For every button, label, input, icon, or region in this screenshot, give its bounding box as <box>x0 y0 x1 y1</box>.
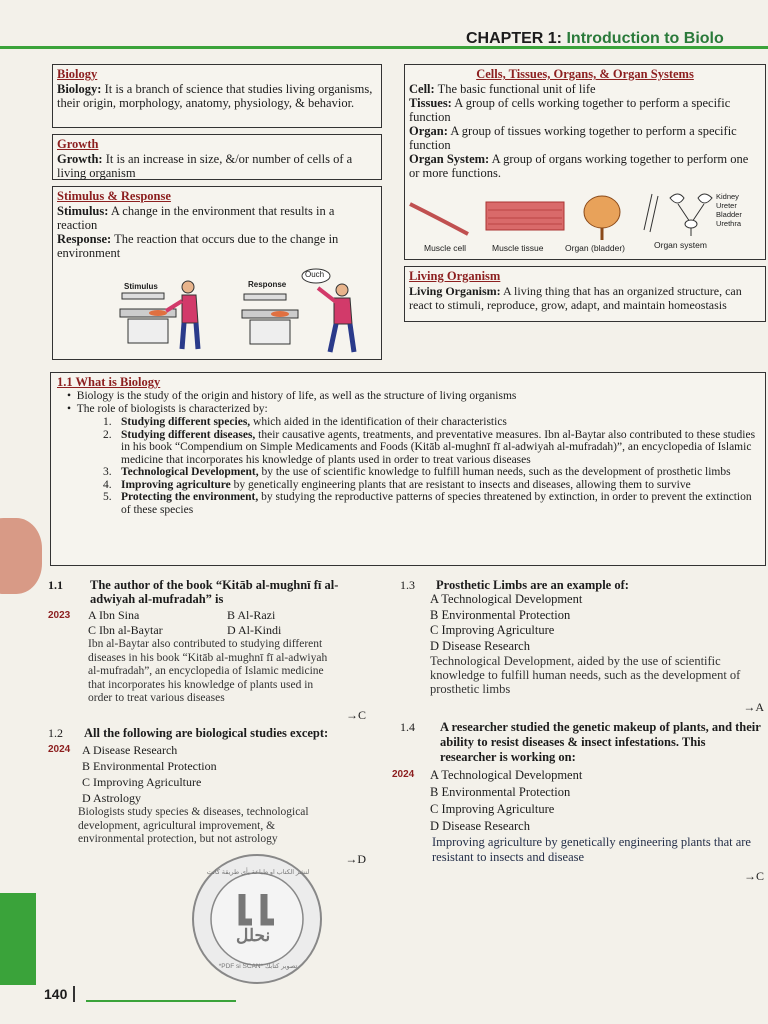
option-c[interactable]: C Improving Agriculture <box>430 623 555 637</box>
stimulus-image-label: Stimulus <box>124 282 158 291</box>
fig-label-organ: Organ (bladder) <box>565 243 626 253</box>
cells-title: Cells, Tissues, Organs, & Organ Systems <box>476 67 694 81</box>
growth-title: Growth <box>57 137 99 151</box>
option-a[interactable]: A Technological Development <box>430 768 583 782</box>
roles-list <box>57 416 759 516</box>
option-b[interactable]: B Environmental Protection <box>430 785 571 799</box>
role-item: 1. Studying different species, which aided in the identification of their characteristics <box>103 416 507 428</box>
stamp-top-text: لنشر الكتاب او طباعة بأي طريقة كانت <box>206 869 310 876</box>
footer-rule <box>86 1000 236 1002</box>
question-number: 1.2 <box>48 726 63 740</box>
exam-year: 2024 <box>392 769 415 780</box>
fig-label-muscle-tissue: Muscle tissue <box>492 243 544 253</box>
stamp-center-text: نحلل <box>236 926 271 945</box>
option-c[interactable]: C Improving Agriculture <box>430 802 555 816</box>
thumb <box>0 518 42 594</box>
stamp-bottom-text: *PDF si SCAN* تصوير كتابك <box>218 963 298 970</box>
role-item: 4. Improving agriculture by genetically engineering plants that are resistant to insects and diseases, allowing them to survive <box>103 478 691 491</box>
section-bullet-2: • The role of biologists is characterized by: <box>67 403 268 415</box>
bladder-label: Bladder <box>716 210 742 219</box>
chapter-heading <box>466 30 724 48</box>
explanation: Biologists study species & diseases, technological development, agricultural improvement, & environmental protection, but not astrology <box>78 806 309 845</box>
option-d[interactable]: D Al-Kindi <box>227 623 282 637</box>
stimulus-title: Stimulus & Response <box>57 189 171 203</box>
kidney-label: Kidney <box>716 192 739 201</box>
question-1-4 <box>392 720 764 884</box>
option-c[interactable]: C Ibn al-Baytar <box>88 623 163 637</box>
biology-title: Biology <box>57 67 98 81</box>
option-c[interactable]: C Improving Agriculture <box>82 775 202 789</box>
living-organism-box <box>404 266 766 322</box>
fig-label-muscle-cell: Muscle cell <box>424 243 467 253</box>
kidney-labels <box>716 192 742 228</box>
question-1-2 <box>48 726 366 866</box>
section-title: 1.1 What is Biology <box>57 375 161 389</box>
growth-definition: Growth: It is an increase in size, &/or number of cells of a living organism <box>57 152 353 180</box>
biology-box <box>52 64 382 128</box>
option-d[interactable]: D Astrology <box>82 791 142 805</box>
option-d[interactable]: D Disease Research <box>430 638 530 653</box>
organ-definition: Organ: A group of tissues working together to perform a specific function <box>409 124 737 152</box>
living-organism-title: Living Organism <box>409 269 501 283</box>
fig-label-organ-system: Organ system <box>654 240 707 250</box>
explanation: Improving agriculture by genetically engineering plants that are resistant to insects and disease <box>432 835 751 864</box>
organ-system-definition: Organ System: A group of organs working together to perform one or more functions. <box>409 152 749 180</box>
question-number: 1.3 <box>400 578 415 592</box>
growth-box <box>52 134 382 180</box>
question-text: All the following are biological studies except: <box>84 726 329 740</box>
question-number: 1.4 <box>400 720 415 734</box>
section-box <box>50 372 766 566</box>
urethra-label: Urethra <box>716 219 742 228</box>
explanation: Technological Development, aided by the use of scientific knowledge to fulfill human needs, such as the development of prosthetic limbs <box>430 654 741 696</box>
tissues-definition: Tissues: A group of cells working together to perform a specific function <box>409 96 731 124</box>
option-a[interactable]: A Technological Development <box>430 592 583 606</box>
biology-definition: Biology: It is a branch of science that studies living organisms, their origin, morphology, anatomy, physiology, & behavior. <box>57 82 373 110</box>
question-1-3 <box>400 578 764 715</box>
stimulus-definition: Stimulus: A change in the environment that results in a reaction <box>57 204 335 232</box>
role-item: 2. Studying different diseases, their causative agents, treatments, and preventative measures. Ibn al-Baytar also contributed to these studies in his book “Compendium on Simple Medicaments and Foods (Kitāb al-mughnī fī al-adwiyah al-mufradah)”, an encyclopedia of Islamic medicine that incorporates his knowledge of plants used in order to treat various diseases <box>103 428 756 466</box>
exam-year: 2023 <box>48 610 71 621</box>
answer-key: →C <box>345 707 366 722</box>
explanation: Ibn al-Baytar also contributed to studying different diseases in his book “Kitāb al-mughnī fī al-adwiyah al-mufradah”, an encyclopedia of Islamic medicine that incorporates his knowledge of plants used in order to treat various diseases <box>88 638 328 704</box>
response-definition: Response: The reaction that occurs due to the change in environment <box>57 232 339 260</box>
option-b[interactable]: B Environmental Protection <box>82 759 217 773</box>
question-1-1 <box>48 578 366 723</box>
question-text: A researcher studied the genetic makeup of plants, and their ability to resist diseases & insect infestations. This researcher is working on: <box>440 720 761 764</box>
edge-green-strip <box>0 893 36 985</box>
question-text: The author of the book “Kitāb al-mughnī fī al-adwiyah al-mufradah” is <box>90 578 339 606</box>
response-illustration <box>240 268 370 354</box>
option-b[interactable]: B Environmental Protection <box>430 607 571 622</box>
option-a[interactable]: A Ibn Sina <box>88 608 140 622</box>
section-bullet-1: • Biology is the study of the origin and history of life, as well as the structure of living organisms <box>67 390 517 402</box>
ouch-text: Ouch <box>305 270 325 279</box>
cell-definition: Cell: The basic functional unit of life <box>409 82 596 96</box>
answer-key: →D <box>345 852 366 866</box>
answer-key: →A <box>743 700 764 714</box>
option-b[interactable]: B Al-Razi <box>227 608 276 622</box>
option-d[interactable]: D Disease Research <box>430 819 530 833</box>
answer-key: →C <box>743 869 764 883</box>
chapter-title: Introduction to Biolo <box>566 30 724 47</box>
question-number: 1.1 <box>48 578 63 592</box>
option-a[interactable]: A Disease Research <box>82 743 178 757</box>
exam-year: 2024 <box>48 744 71 755</box>
question-text: Prosthetic Limbs are an example of: <box>436 578 629 592</box>
ureter-label: Ureter <box>716 201 737 210</box>
cells-figure <box>408 190 764 242</box>
role-item: 3. Technological Development, by the use of scientific knowledge to fulfill human needs, such as the development of prosthetic limbs <box>103 466 731 478</box>
living-organism-definition: Living Organism: A living thing that has an organized structure, can react to stimuli, reproduce, grow, adapt, and maintain homeostasis <box>409 284 742 312</box>
role-item: 5. Protecting the environment, by studying the reproductive patterns of species threatened by extinction, in order to prevent the extinction of these species <box>103 491 752 516</box>
chapter-label: CHAPTER 1: <box>466 30 563 47</box>
stimulus-illustration <box>118 275 218 355</box>
response-image-label: Response <box>248 280 287 289</box>
page-number: 140 <box>44 986 75 1002</box>
